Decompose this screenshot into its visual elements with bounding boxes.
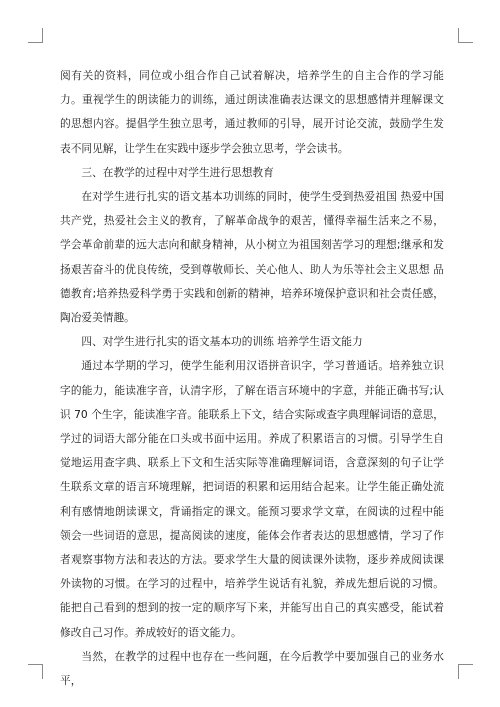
paragraph-ideology: 在对学生进行扎实的语文基本功训练的同时，使学生受到热爱祖国 热爱中国共产党，热爱社会主义的教育，了解革命战争的艰苦，懂得幸福生活来之不易，学会革命前辈的远大志向和献身精神，从小树立为祖国刻苦学习的理想;继承和发扬艰苦奋斗的优良传统，受到尊敬师长、关心他人、助人为乐等社会主义思想 品德教育;培养热爱科学勇于实践和创新的精神，培养环境保护意识和社会责任感，陶冶爱美情趣。 <box>60 190 444 325</box>
crop-mark-top-left <box>28 28 43 43</box>
crop-mark-bottom-left <box>28 664 43 679</box>
paragraph-language-skills: 通过本学期的学习，使学生能利用汉语拼音识字，学习普通话。培养独立识字的能力，能读准字音，认清字形，了解在语言环境中的字意，并能正确书写;认识 70 个生字，能读准字音。能联系上下文，结合实际或查字典理解词语的意思，学过的词语大部分能在口头或书面中运用。养成了积累语言的习惯。引导学生自觉地运用查字典、联系上下文和生活实际等准确理解词语，含意深刻的句子让学生联系文章的语言环境理解，把词语的积累和运用结合起来。让学生能正确处流利有感情地朗读课文，背诵指定的课文。能预习要求学文章，在阅读的过程中能领会一些词语的意思，提高阅读的速度，能体会作者表达的思想感情，学习了作者观察事物方法和表达的方法。要求学生大量的阅读课外读物，逐步养成阅读课外读物的习惯。在学习的过程中，培养学生说话有礼貌，养成先想后说的习惯。能把自己看到的想到的按一定的顺序写下来，并能写出自己的真实感受，能试着修改自己习作。养成较好的语文能力。 <box>60 359 444 639</box>
document-body <box>60 64 444 693</box>
section-heading-4: 四、对学生进行扎实的语文基本功的训练 培养学生语文能力 <box>81 335 363 349</box>
crop-mark-top-right <box>458 28 473 43</box>
paragraph-continuation: 阅有关的资料，同位或小组合作自己试着解决，培养学生的自主合作的学习能力。重视学生的朗读能力的训练，通过朗读准确表达课文的思想感情并理解课文的思想内容。提倡学生独立思考，通过教师的引导，展开讨论交流，鼓励学生发表不同见解，让学生在实践中逐步学会独立思考，学会读书。 <box>60 69 444 155</box>
paragraph-closing: 当然，在教学的过程中也存在一些问题，在今后教学中要加强自己的业务水平， <box>60 649 444 688</box>
crop-mark-bottom-right <box>458 664 473 679</box>
section-heading-3: 三、在教学的过程中对学生进行思想教育 <box>81 165 274 179</box>
